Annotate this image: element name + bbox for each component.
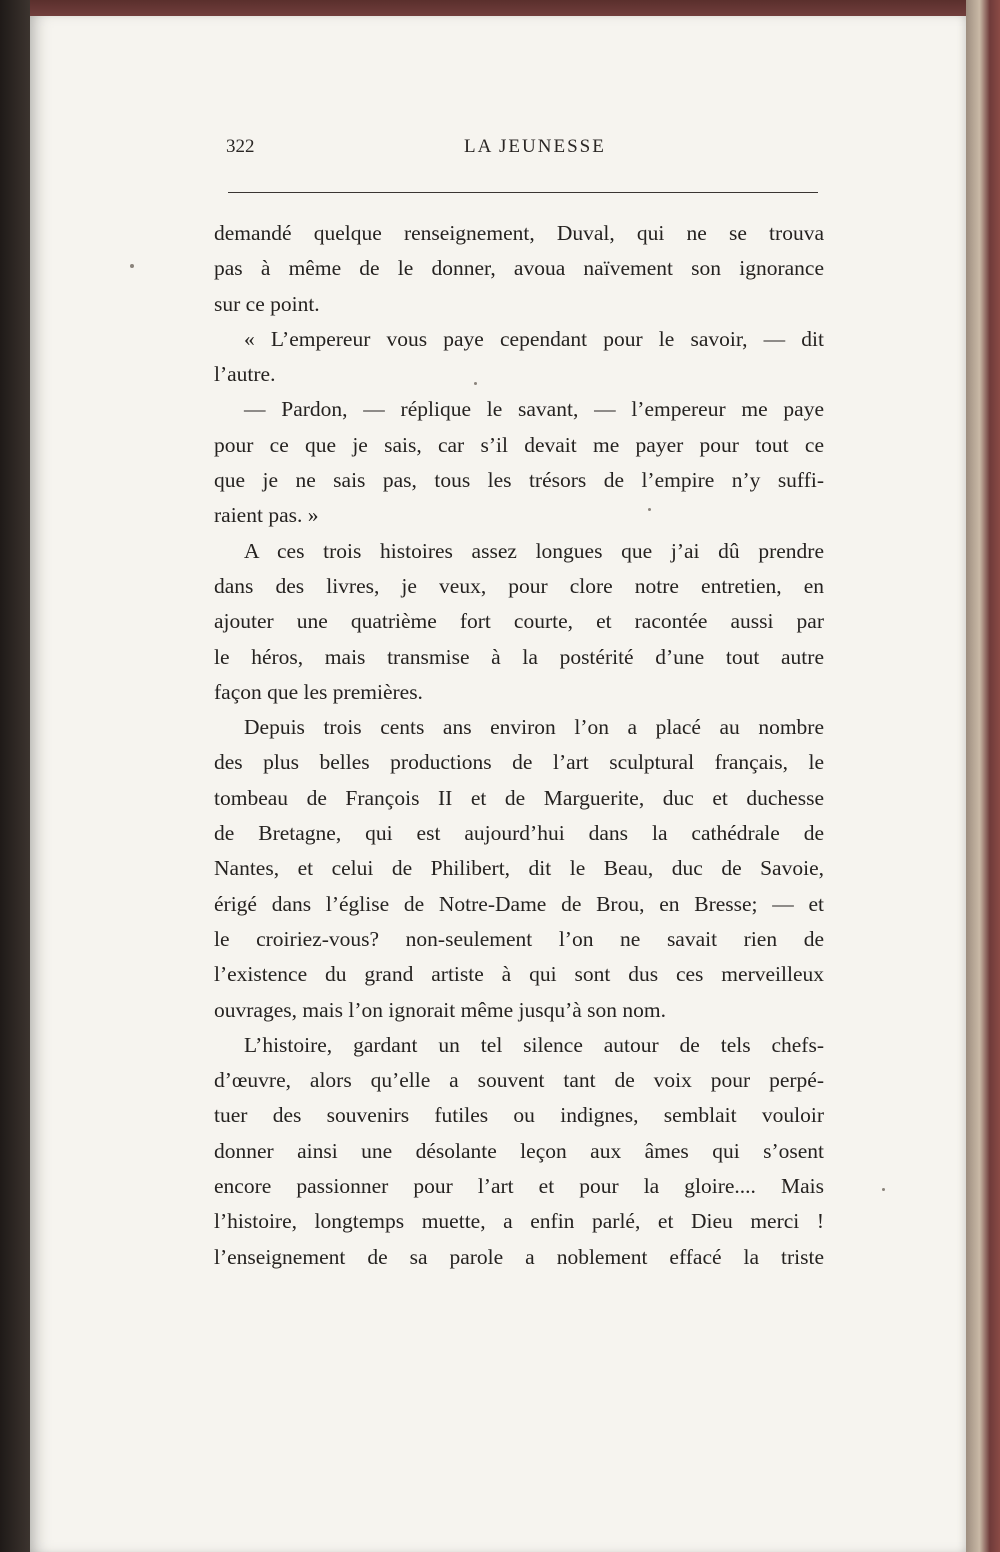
text-line: l’autre. bbox=[214, 362, 276, 387]
text-line: dans des livres, je veux, pour clore notre entretien, en bbox=[214, 573, 824, 598]
text-line: de Bretagne, qui est aujourd’hui dans la cathédrale de bbox=[214, 821, 824, 846]
text-line: le croiriez-vous? non-seulement l’on ne savait rien de bbox=[214, 926, 824, 951]
text-line: d’œuvre, alors qu’elle a souvent tant de voix pour perpé- bbox=[214, 1068, 824, 1093]
text-line: — Pardon, — réplique le savant, — l’empereur me paye bbox=[244, 397, 824, 422]
text-line: érigé dans l’église de Notre-Dame de Brou, en Bresse; — et bbox=[214, 891, 824, 916]
paper-speck bbox=[882, 1188, 885, 1191]
text-line: « L’empereur vous paye cependant pour le savoir, — dit bbox=[244, 326, 824, 351]
text-line: pas à même de le donner, avoua naïvement son ignorance bbox=[214, 256, 824, 281]
book-binding-left bbox=[0, 0, 30, 1552]
text-line: demandé quelque renseignement, Duval, qui ne se trouva bbox=[214, 221, 824, 245]
text-line: des plus belles productions de l’art sculptural français, le bbox=[214, 750, 824, 775]
text-line: donner ainsi une désolante leçon aux âmes qui s’osent bbox=[214, 1138, 824, 1163]
text-line: le héros, mais transmise à la postérité d’une tout autre bbox=[214, 644, 824, 669]
text-line: pour ce que je sais, car s’il devait me payer pour tout ce bbox=[214, 432, 824, 457]
header-rule bbox=[228, 192, 818, 193]
text-line: raient pas. » bbox=[214, 503, 319, 528]
text-line: tuer des souvenirs futiles ou indignes, semblait vouloir bbox=[214, 1103, 824, 1128]
text-line: encore passionner pour l’art et pour la gloire.... Mais bbox=[214, 1174, 824, 1199]
running-head bbox=[226, 136, 820, 162]
text-line: l’histoire, longtemps muette, a enfin parlé, et Dieu merci ! bbox=[214, 1209, 824, 1234]
text-line: tombeau de François II et de Marguerite, duc et duchesse bbox=[214, 785, 824, 810]
text-line: que je ne sais pas, tous les trésors de l’empire n’y suffi- bbox=[214, 468, 824, 493]
text-line: sur ce point. bbox=[214, 291, 320, 316]
text-line: façon que les premières. bbox=[214, 679, 423, 704]
text-line: ouvrages, mais l’on ignorait même jusqu’à son nom. bbox=[214, 997, 667, 1022]
text-line: Nantes, et celui de Philibert, dit le Beau, duc de Savoie, bbox=[214, 856, 824, 881]
text-line: A ces trois histoires assez longues que j’ai dû prendre bbox=[244, 538, 824, 563]
page-number: 322 bbox=[226, 136, 255, 157]
running-title: LA JEUNESSE bbox=[464, 136, 606, 157]
paper-speck bbox=[130, 264, 134, 268]
text-line: L’histoire, gardant un tel silence autour de tels chefs- bbox=[244, 1032, 824, 1057]
text-line: Depuis trois cents ans environ l’on a placé au nombre bbox=[244, 715, 824, 740]
text-line: ajouter une quatrième fort courte, et racontée aussi par bbox=[214, 609, 824, 634]
body-text bbox=[214, 216, 824, 1275]
text-line: l’existence du grand artiste à qui sont dus ces merveilleux bbox=[214, 962, 824, 987]
book-binding-right bbox=[966, 0, 1000, 1552]
text-line: l’enseignement de sa parole a noblement effacé la triste bbox=[214, 1244, 824, 1269]
